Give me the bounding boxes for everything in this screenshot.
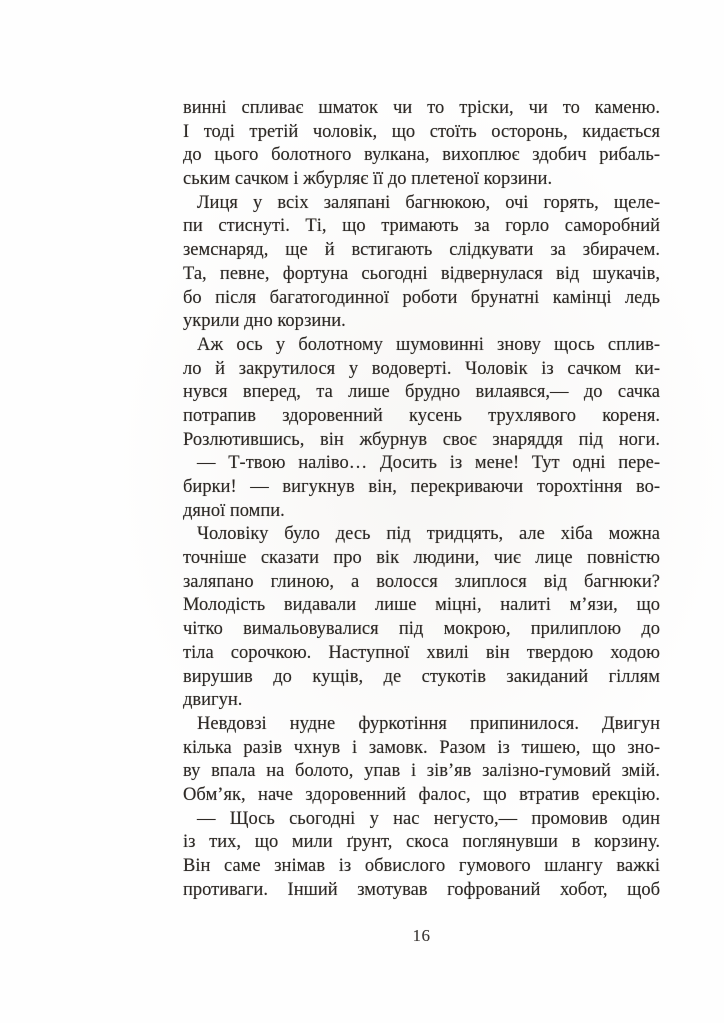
text-line: ло й закрутилося у водоверті. Чоловік із сачком ки- (183, 358, 660, 379)
text-line: бо після багатогодинної роботи брунатні камінці ледь (183, 287, 660, 308)
text-line: вирушив до кущів, де стукотів закиданий гіллям (183, 666, 660, 687)
page-text (183, 97, 660, 902)
text-line: чітко вимальовувалися під мокрою, прилиплою до (183, 619, 660, 640)
text-line: противаги. Інший змотував гофрований хобот, щоб (183, 879, 660, 900)
text-line: кілька разів чхнув і замовк. Разом із тишею, що зно- (183, 737, 660, 758)
text-line: Обм’як, наче здоровенний фалос, що втратив ерекцію. (183, 784, 660, 805)
text-line: укрили дно корзини. (183, 311, 346, 332)
text-line: до цього болотного вулкана, вихоплює здобич рибаль- (183, 145, 660, 166)
text-line: потрапив здоровенний кусень трухлявого кореня. (183, 405, 660, 426)
text-line: І тоді третій чоловік, що стоїть осторонь, кидається (183, 121, 660, 142)
text-line: Молодість видавали лише міцні, налиті м’язи, що (183, 595, 660, 616)
text-line: ву впала на болото, упав і зів’яв залізно-гумовий змій. (183, 761, 660, 782)
text-line: заляпано глиною, а волосся злиплося від багнюки? (183, 571, 660, 592)
text-line: Та, певне, фортуна сьогодні відвернулася від шукачів, (183, 263, 660, 284)
text-line: Аж ось у болотному шумовинні знову щось сплив- (197, 334, 660, 355)
text-line: із тих, що мили ґрунт, скоса поглянувши в корзину. (183, 832, 660, 853)
text-line: Він саме знімав із обвислого гумового шлангу важкі (183, 856, 660, 876)
text-line: Розлютившись, він жбурнув своє знаряддя під ноги. (183, 429, 660, 450)
text-line: дяної помпи. (183, 500, 285, 521)
text-line: нувся вперед, та лише брудно вилаявся,— до сачка (183, 382, 660, 403)
text-line: Лиця у всіх заляпані багнюкою, очі горять, щеле- (197, 192, 660, 213)
text-line: Чоловіку було десь під тридцять, але хіба можна (197, 524, 660, 545)
text-line: — Щось сьогодні у нас негусто,— промовив один (197, 808, 660, 829)
text-line: точніше сказати про вік людини, чиє лице повністю (183, 548, 660, 569)
text-line: винні спливає шматок чи то тріски, чи то каменю. (183, 98, 660, 118)
text-line: земснаряд, ще й встигають слідкувати за збирачем. (183, 240, 660, 261)
text-line: пи стиснуті. Ті, що тримають за горло саморобний (183, 216, 660, 237)
text-line: — Т-твою наліво… Досить із мене! Тут одні пере- (197, 453, 660, 474)
text-line: Невдовзі нудне фуркотіння припинилося. Двигун (197, 713, 660, 734)
text-line: ським сачком і жбурляє її до плетеної корзини. (183, 169, 553, 190)
text-line: бирки! — вигукнув він, перекриваючи торохтіння во- (183, 477, 660, 497)
text-line: двигун. (183, 690, 243, 711)
text-line: тіла сорочкою. Наступної хвилі він твердою ходою (183, 642, 660, 663)
page-number: 16 (412, 926, 431, 945)
